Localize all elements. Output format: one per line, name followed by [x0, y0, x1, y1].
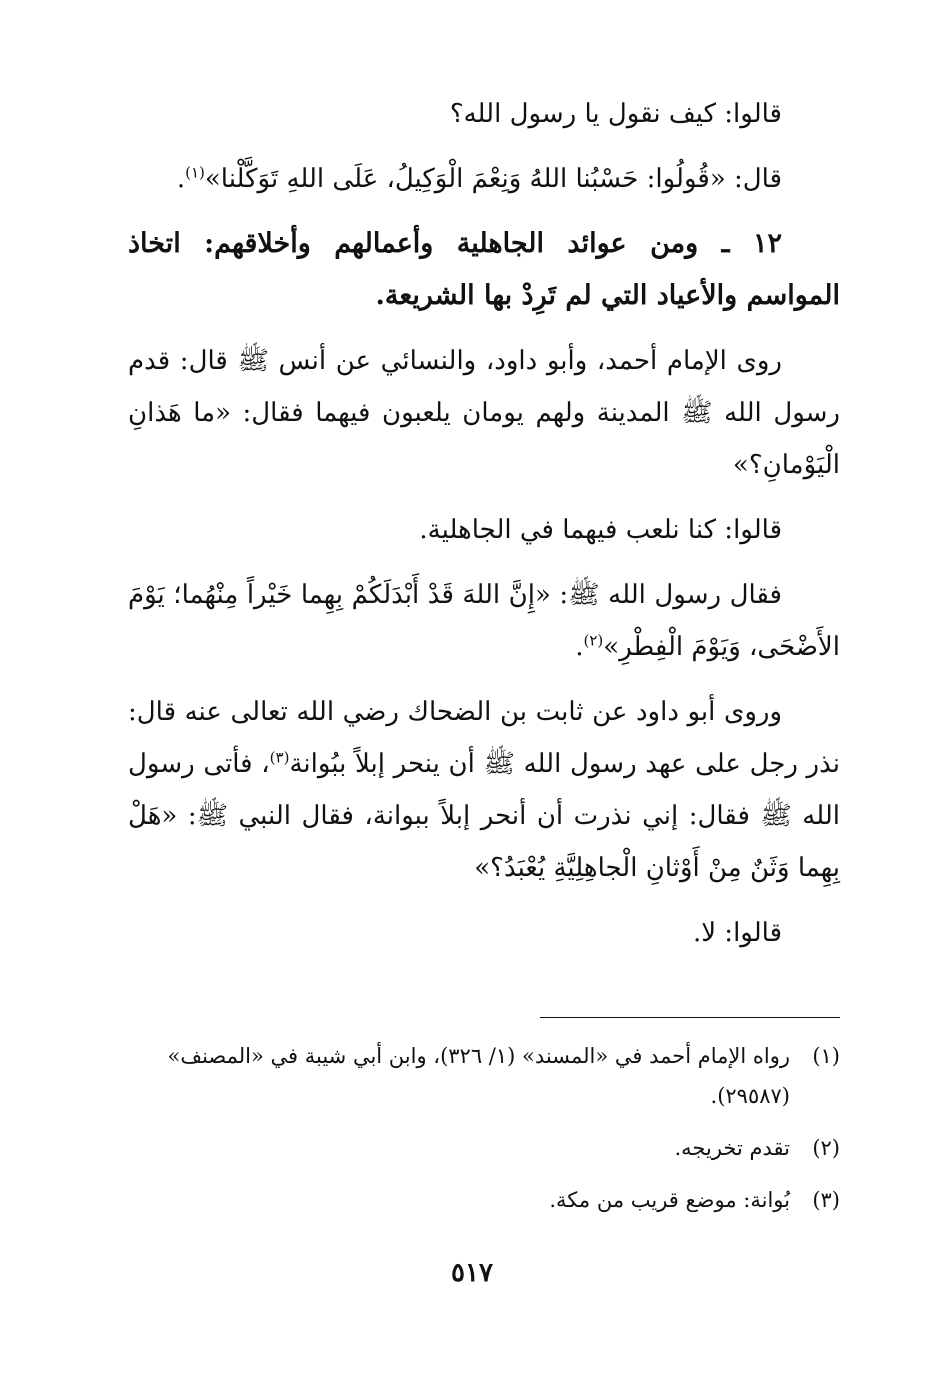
footnote-divider: [540, 1017, 840, 1018]
paragraph-text: .: [575, 632, 584, 662]
hadith-quote: «إِنَّ اللهَ قَدْ أَبْدَلَكُمْ بِهِما خَيْراً مِنْهُما؛ يَوْمَ الأَضْحَى، وَيَوْمَ الْفِطْرِ»: [128, 580, 840, 662]
footnote-ref: (١): [185, 163, 205, 182]
footnote-number: (٢): [812, 1136, 840, 1160]
page-number: ٥١٧: [451, 1258, 493, 1288]
hadith-quote: «ما هَذانِ الْيَوْمانِ؟»: [128, 398, 840, 480]
footnote-text: رواه الإمام أحمد في «المسند» (١/ ٣٢٦)، وابن أبي شيبة في «المصنف» (٢٩٥٨٧).: [167, 1044, 790, 1108]
paragraph-text: قال:: [725, 164, 782, 194]
paragraph-text: قالوا: لا.: [692, 918, 782, 948]
section-heading: ١٢ ـ ومن عوائد الجاهلية وأعمالهم وأخلاقهم: اتخاذ المواسم والأعياد التي لم تَرِدْ بها الشريعة.: [128, 228, 840, 311]
paragraph: [128, 907, 840, 959]
paragraph-text: وروى أبو داود عن ثابت بن الضحاك رضي الله تعالى عنه قال: نذر رجل على عهد رسول الله ﷺ أن ينحر إبلاً ببُوانة: [128, 697, 840, 779]
paragraph-text: فقال رسول الله ﷺ:: [550, 580, 782, 610]
paragraph: [128, 504, 840, 556]
footnote-ref: (٢): [583, 631, 604, 650]
footnote-number: (٣): [812, 1188, 840, 1212]
footnote-text: بُوانة: موضع قريب من مكة.: [549, 1188, 790, 1212]
hadith-quote: «قُولُوا: حَسْبُنا اللهُ وَنِعْمَ الْوَكِيلُ، عَلَى اللهِ تَوَكَّلْنا»: [204, 164, 726, 194]
footnote: [128, 1180, 840, 1220]
paragraph-text: روى الإمام أحمد، وأبو داود، والنسائي عن أنس ﷺ قال: قدم رسول الله ﷺ المدينة ولهم يومان يلعبون فيهما فقال:: [128, 346, 840, 428]
footnote-number: (١): [812, 1044, 840, 1068]
footnote: [128, 1128, 840, 1168]
main-text: [128, 88, 840, 972]
footnote-text: تقدم تخريجه.: [674, 1136, 790, 1160]
hadith-quote: «هَلْ بِهِما وَثَنٌ مِنْ أَوْثانِ الْجاهِلِيَّةِ يُعْبَدُ؟»: [128, 801, 840, 883]
footnote-ref: (٣): [269, 748, 290, 767]
paragraph: [128, 153, 840, 205]
footnotes: [128, 1036, 840, 1232]
paragraph: [128, 686, 840, 894]
paragraph: [128, 569, 840, 673]
paragraph-text: قالوا: كيف نقول يا رسول الله؟: [449, 99, 782, 129]
paragraph-text: قالوا: كنا نلعب فيهما في الجاهلية.: [419, 515, 782, 545]
footnote: [128, 1036, 840, 1116]
paragraph: [128, 335, 840, 491]
paragraph: [128, 88, 840, 140]
paragraph-text: .: [176, 164, 186, 194]
paragraph-text: ، فأتى رسول الله ﷺ فقال: إني نذرت أن أنحر إبلاً ببوانة، فقال النبي ﷺ:: [128, 749, 840, 831]
